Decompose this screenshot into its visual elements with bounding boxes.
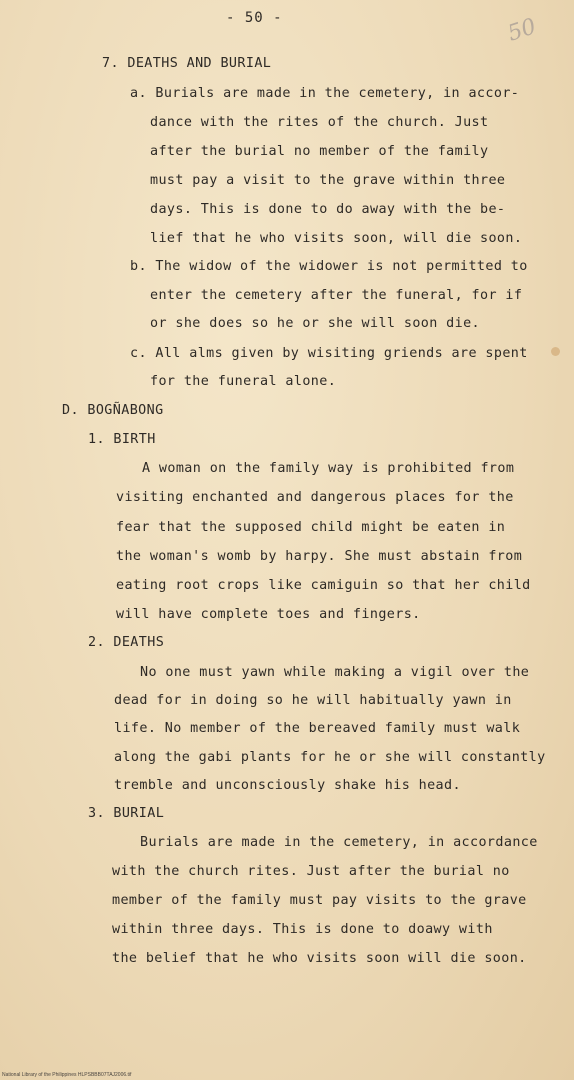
burial-paragraph-line: with the church rites. Just after the burial no <box>112 864 510 879</box>
burial-paragraph-line: the belief that he who visits soon will die soon. <box>112 951 527 966</box>
subheading-birth: 1. BIRTH <box>88 432 156 447</box>
item-b-line: enter the cemetery after the funeral, for if <box>150 288 523 303</box>
item-a-line: after the burial no member of the family <box>150 144 489 159</box>
item-b-line: or she does so he or she will soon die. <box>150 316 481 331</box>
item-a-line: a. Burials are made in the cemetery, in accor- <box>130 86 520 101</box>
page-number: - 50 - <box>226 10 283 26</box>
item-a-line: dance with the rites of the church. Just <box>150 115 489 130</box>
birth-paragraph-line: A woman on the family way is prohibited from <box>142 461 515 476</box>
burial-paragraph-line: within three days. This is done to doawy with <box>112 922 493 937</box>
deaths-paragraph-line: No one must yawn while making a vigil over the <box>140 665 530 680</box>
birth-paragraph-line: visiting enchanted and dangerous places for the <box>116 490 514 505</box>
burial-paragraph-line: Burials are made in the cemetery, in accordance <box>140 835 538 850</box>
section-heading-bognabong: D. BOGÑABONG <box>62 403 164 418</box>
paper-stain <box>551 347 560 356</box>
item-c-line: for the funeral alone. <box>150 374 337 389</box>
item-b-line: b. The widow of the widower is not permitted to <box>130 259 528 274</box>
birth-paragraph-line: will have complete toes and fingers. <box>116 607 421 622</box>
birth-paragraph-line: the woman's womb by harpy. She must abstain from <box>116 549 523 564</box>
scan-footer: National Library of the Philippines HLPSBBB07TAJ2006.tif <box>2 1072 132 1078</box>
birth-paragraph-line: fear that the supposed child might be eaten in <box>116 520 506 535</box>
subheading-deaths: 2. DEATHS <box>88 635 165 650</box>
deaths-paragraph-line: dead for in doing so he will habitually yawn in <box>114 693 512 708</box>
item-c-line: c. All alms given by wisiting griends are spent <box>130 346 528 361</box>
heading-deaths-and-burial: 7. DEATHS AND BURIAL <box>102 56 272 71</box>
birth-paragraph-line: eating root crops like camiguin so that her child <box>116 578 531 593</box>
burial-paragraph-line: member of the family must pay visits to the grave <box>112 893 527 908</box>
item-a-line: lief that he who visits soon, will die soon. <box>150 231 523 246</box>
deaths-paragraph-line: life. No member of the bereaved family must walk <box>114 721 521 736</box>
item-a-line: days. This is done to do away with the be- <box>150 202 506 217</box>
item-a-line: must pay a visit to the grave within three <box>150 173 506 188</box>
deaths-paragraph-line: along the gabi plants for he or she will constantly <box>114 750 546 765</box>
deaths-paragraph-line: tremble and unconsciously shake his head. <box>114 778 461 793</box>
handwritten-page-mark: 50 <box>504 14 540 47</box>
subheading-burial: 3. BURIAL <box>88 806 165 821</box>
